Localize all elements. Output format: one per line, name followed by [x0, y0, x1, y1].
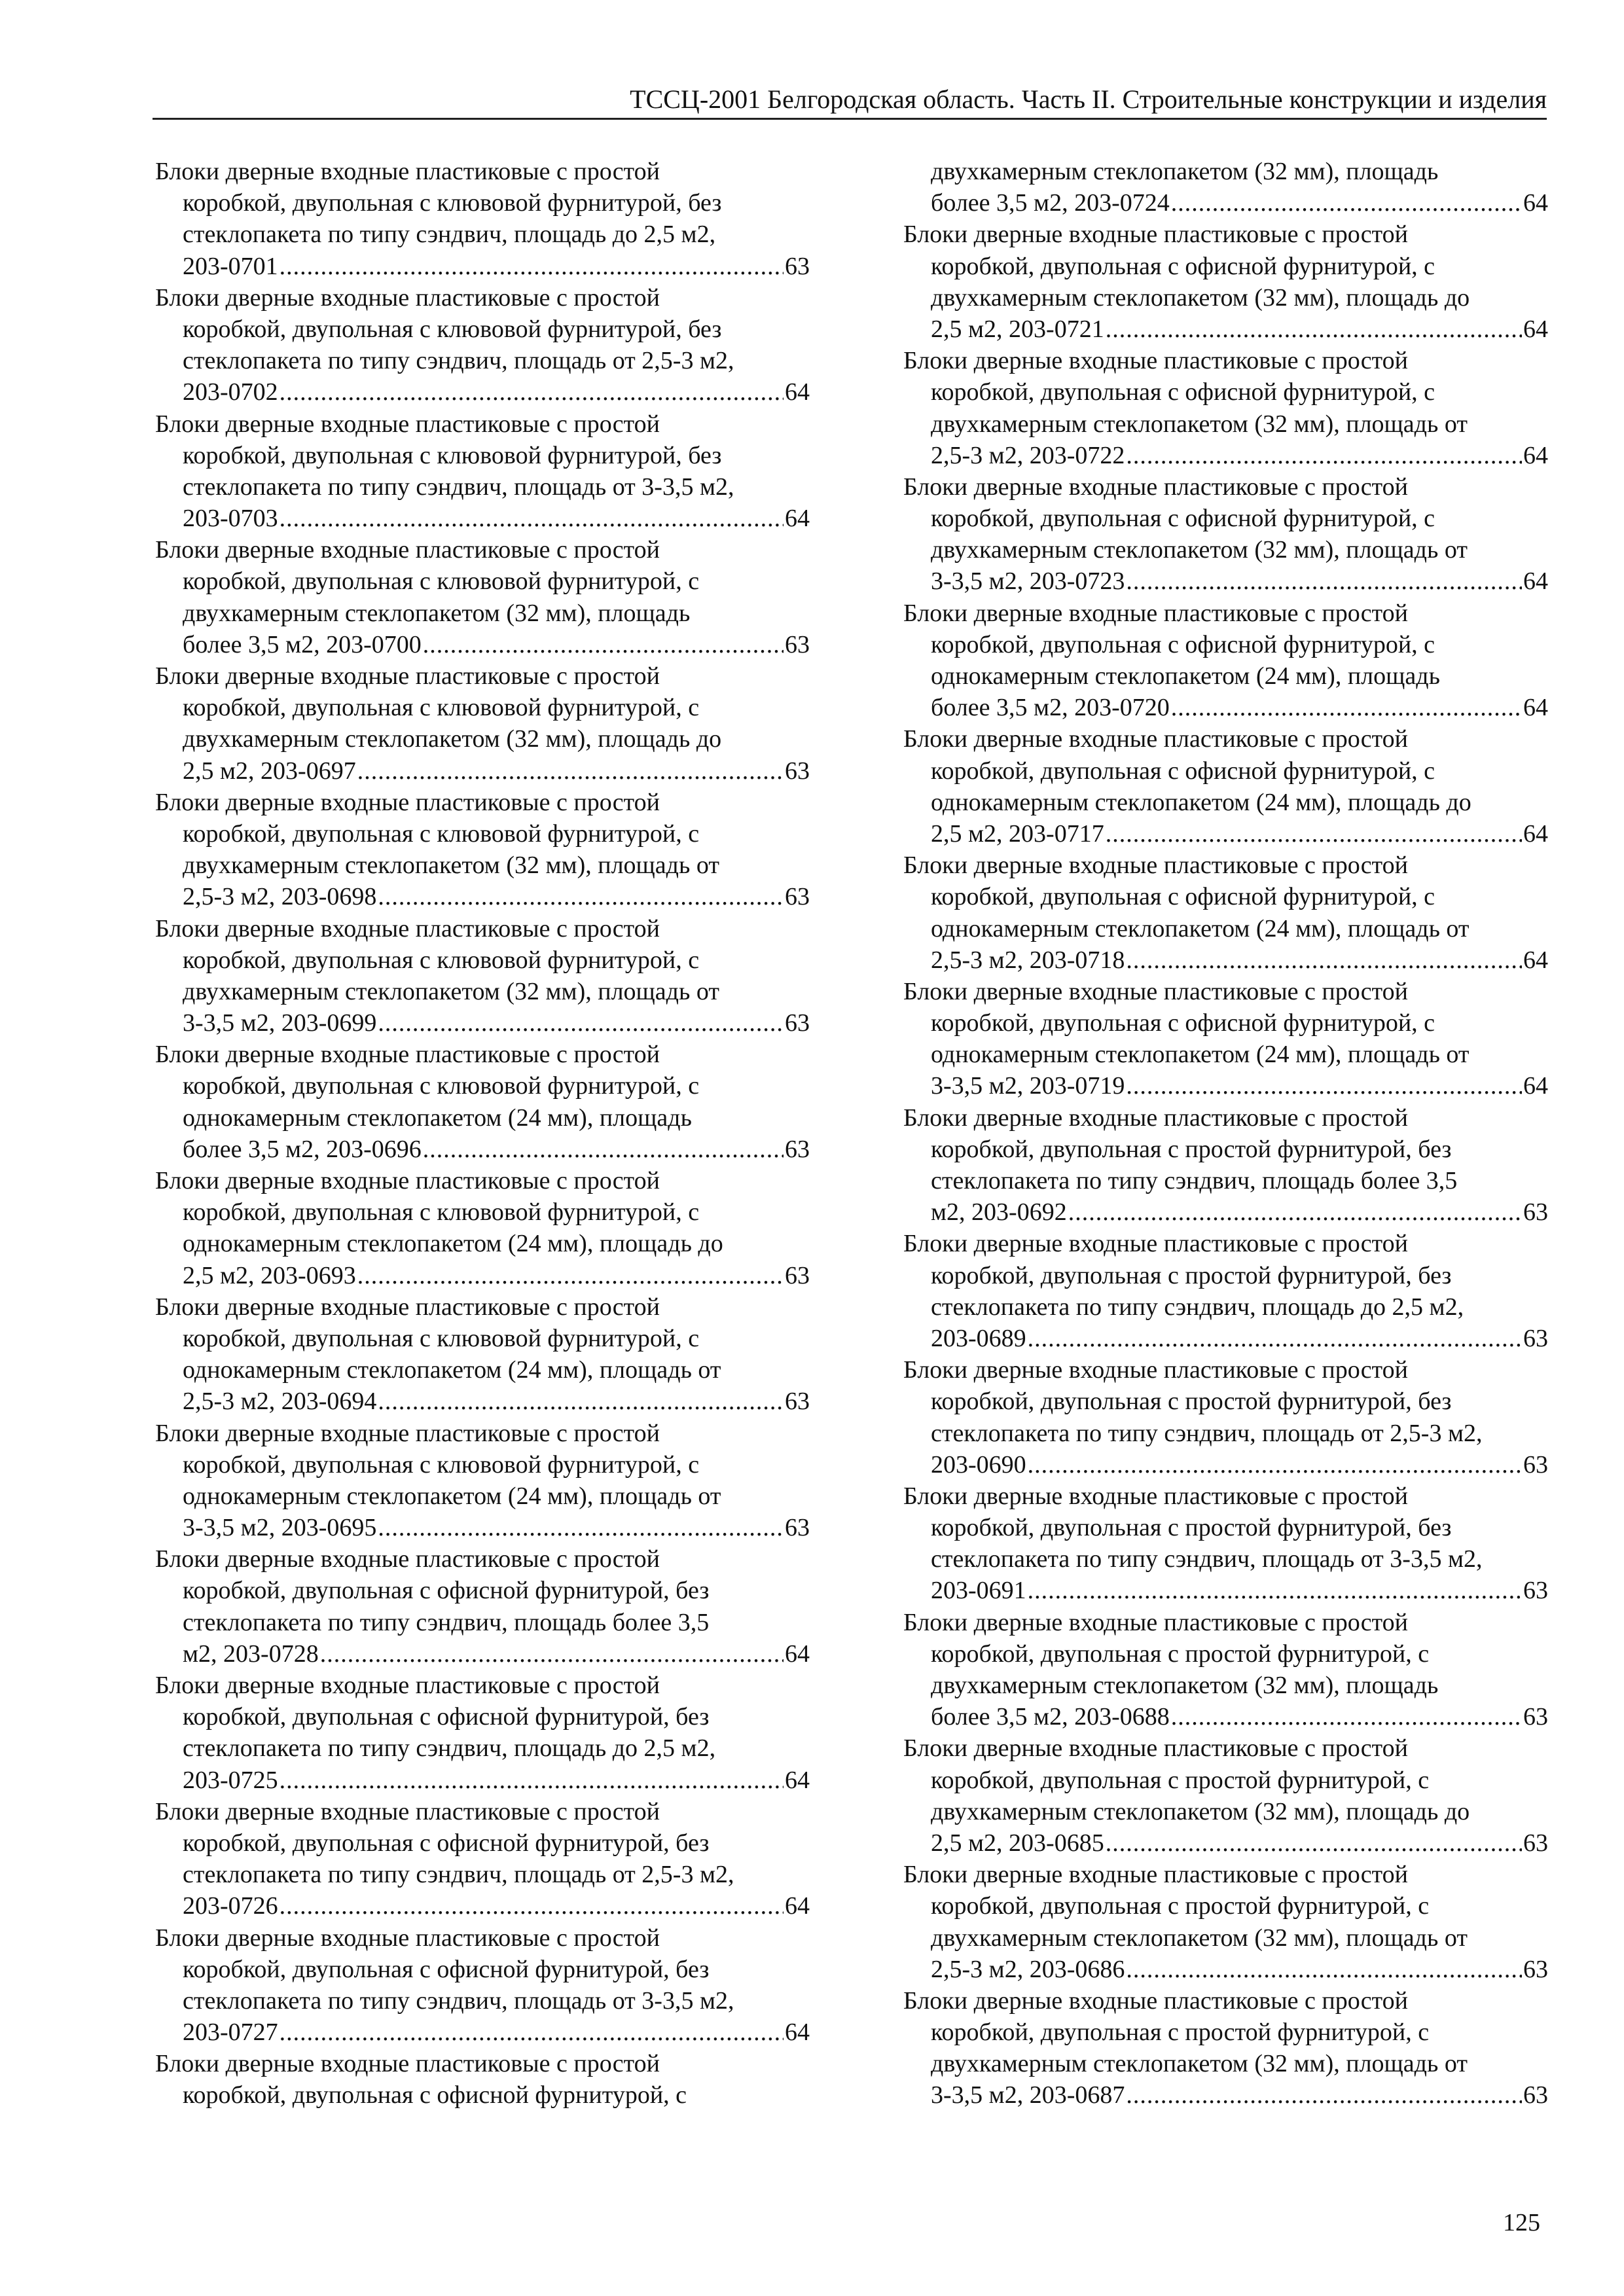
entry-text: 3-3,5 м2, 203-0719 — [931, 1072, 1125, 1100]
dot-leader — [378, 1386, 784, 1417]
entry-text: 203-0703 — [183, 505, 278, 533]
index-column-right — [903, 156, 1548, 2111]
entry-page-ref: 64 — [1523, 946, 1548, 974]
dot-leader — [280, 251, 784, 282]
entry-text: коробкой, двупольная с клювовой фурнитурой, с — [183, 1198, 700, 1227]
entry-text: коробкой, двупольная с простой фурнитурой, с — [931, 1640, 1430, 1668]
entry-page-ref: 63 — [1523, 1450, 1548, 1479]
entry-text: Блоки дверные входные пластиковые с простой — [155, 1545, 660, 1573]
entry-leader-line — [903, 2079, 1548, 2111]
entry-page-ref: 63 — [1523, 1829, 1548, 1857]
entry-text: Блоки дверные входные пластиковые с простой — [155, 914, 660, 942]
entry-text: двухкамерным стеклопакетом (32 мм), площадь до — [931, 1797, 1470, 1825]
dot-leader — [1171, 692, 1522, 723]
entry-leader-line — [903, 440, 1548, 471]
dot-leader — [280, 1890, 784, 1922]
entry-text: 2,5-3 м2, 203-0718 — [931, 946, 1125, 974]
entry-text: двухкамерным стеклопакетом (32 мм), площадь от — [931, 410, 1468, 438]
entry-page-ref: 63 — [1523, 1324, 1548, 1352]
entry-page-ref: 64 — [785, 1640, 810, 1668]
entry-leader-line — [903, 1827, 1548, 1859]
entry-text: коробкой, двупольная с офисной фурнитурой, с — [931, 252, 1435, 280]
entry-leader-line — [155, 881, 810, 912]
entry-leader-line — [903, 1196, 1548, 1228]
entry-text: стеклопакета по типу сэндвич, площадь от 3-3,5 м2, — [931, 1545, 1483, 1573]
index-entry — [903, 345, 1548, 471]
dot-leader — [1028, 1575, 1522, 1606]
entry-text: коробкой, двупольная с офисной фурнитурой, без — [183, 1703, 710, 1731]
entry-text: коробкой, двупольная с клювовой фурнитурой, с — [183, 1072, 700, 1100]
index-entry — [155, 1543, 810, 1670]
entry-leader-line — [903, 1701, 1548, 1732]
entry-text: однокамерным стеклопакетом (24 мм), площадь — [931, 662, 1440, 690]
entry-page-ref: 63 — [1523, 1198, 1548, 1227]
entry-text: стеклопакета по типу сэндвич, площадь от 3-3,5 м2, — [183, 473, 734, 501]
entry-leader-line — [155, 251, 810, 282]
entry-text: Блоки дверные входные пластиковые с простой — [903, 1986, 1409, 2015]
entry-text: двухкамерным стеклопакетом (32 мм), площадь от — [183, 852, 719, 880]
index-entry — [155, 787, 810, 913]
entry-text: Блоки дверные входные пластиковые с простой — [155, 1419, 660, 1447]
entry-text: 203-0701 — [183, 252, 278, 280]
entry-leader-line — [155, 1260, 810, 1291]
entry-text: Блоки дверные входные пластиковые с простой — [903, 1482, 1409, 1510]
entry-text: 203-0725 — [183, 1766, 278, 1794]
entry-page-ref: 63 — [1523, 2081, 1548, 2109]
entry-text: Блоки дверные входные пластиковые с простой — [903, 599, 1409, 627]
entry-text: 2,5 м2, 203-0685 — [931, 1829, 1104, 1857]
entry-text: однокамерным стеклопакетом (24 мм), площадь от — [183, 1356, 721, 1384]
entry-text: Блоки дверные входные пластиковые с простой — [155, 1167, 660, 1194]
entry-text: стеклопакета по типу сэндвич, площадь более 3,5 — [183, 1608, 710, 1636]
index-entry — [903, 1102, 1548, 1229]
entry-text: стеклопакета по типу сэндвич, площадь до 2,5 м2, — [931, 1293, 1464, 1321]
dot-leader — [280, 1765, 784, 1796]
entry-leader-line — [155, 1134, 810, 1165]
dot-leader — [1068, 1196, 1522, 1228]
entry-page-ref: 64 — [1523, 189, 1548, 217]
entry-text: стеклопакета по типу сэндвич, площадь от 3-3,5 м2, — [183, 1986, 734, 2015]
index-entry — [903, 471, 1548, 598]
entry-text: 3-3,5 м2, 203-0687 — [931, 2081, 1125, 2109]
entry-page-ref: 63 — [1523, 1703, 1548, 1731]
entry-page-ref: 64 — [785, 505, 810, 533]
index-entry — [155, 660, 810, 787]
entry-text: двухкамерным стеклопакетом (32 мм), площадь от — [931, 2050, 1468, 2078]
entry-leader-line — [903, 692, 1548, 723]
entry-text: стеклопакета по типу сэндвич, площадь до 2,5 м2, — [183, 1734, 716, 1763]
entry-text: коробкой, двупольная с простой фурнитурой, без — [931, 1135, 1452, 1163]
entry-text: 3-3,5 м2, 203-0695 — [183, 1514, 377, 1542]
entry-text: однокамерным стеклопакетом (24 мм), площадь — [183, 1103, 692, 1132]
entry-leader-line — [155, 755, 810, 787]
entry-text: Блоки дверные входные пластиковые с простой — [155, 1924, 660, 1952]
dot-leader — [1171, 187, 1522, 219]
entry-text: коробкой, двупольная с клювовой фурнитурой, с — [183, 946, 700, 974]
entry-text: более 3,5 м2, 203-0720 — [931, 694, 1170, 722]
entry-text: коробкой, двупольная с клювовой фурнитурой, с — [183, 1450, 700, 1479]
dot-leader — [320, 1638, 784, 1670]
index-entry — [903, 1354, 1548, 1480]
entry-leader-line — [155, 1007, 810, 1039]
dot-leader — [280, 376, 784, 408]
entry-text: коробкой, двупольная с клювовой фурнитурой, без — [183, 315, 722, 343]
entry-text: Блоки дверные входные пластиковые с простой — [155, 1797, 660, 1825]
dot-leader — [1126, 1070, 1522, 1102]
entry-text: Блоки дверные входные пластиковые с простой — [155, 1041, 660, 1069]
index-entry — [903, 976, 1548, 1102]
entry-text: Блоки дверные входные пластиковые с простой — [903, 725, 1409, 753]
entry-text: коробкой, двупольная с клювовой фурнитурой, с — [183, 567, 700, 596]
entry-text: однокамерным стеклопакетом (24 мм), площадь от — [931, 1041, 1470, 1069]
index-entry — [903, 1480, 1548, 1607]
entry-leader-line — [903, 1954, 1548, 1985]
entry-text: коробкой, двупольная с офисной фурнитурой, с — [931, 630, 1435, 658]
entry-text: коробкой, двупольная с клювовой фурнитурой, с — [183, 819, 700, 848]
entry-leader-line — [903, 944, 1548, 976]
dot-leader — [357, 755, 784, 787]
entry-text: 2,5-3 м2, 203-0698 — [183, 883, 377, 911]
entry-text: двухкамерным стеклопакетом (32 мм), площадь от — [931, 1924, 1468, 1952]
entry-text: однокамерным стеклопакетом (24 мм), площадь до — [183, 1230, 723, 1258]
entry-text: 2,5 м2, 203-0717 — [931, 819, 1104, 848]
entry-page-ref: 63 — [1523, 1955, 1548, 1983]
entry-text: 203-0702 — [183, 378, 278, 406]
entry-text: 2,5 м2, 203-0697 — [183, 757, 356, 785]
entry-text: коробкой, двупольная с простой фурнитурой, без — [931, 1388, 1452, 1416]
entry-text: коробкой, двупольная с офисной фурнитурой, без — [183, 1955, 710, 1983]
index-entry — [903, 156, 1548, 219]
dot-leader — [1126, 565, 1522, 597]
dot-leader — [1126, 944, 1522, 976]
page-number: 125 — [1503, 2209, 1540, 2236]
entry-leader-line — [903, 818, 1548, 850]
entry-leader-line — [155, 1638, 810, 1670]
entry-text: Блоки дверные входные пластиковые с простой — [155, 788, 660, 816]
dot-leader — [1171, 1701, 1522, 1732]
index-entry — [903, 1732, 1548, 1859]
dot-leader — [1126, 1954, 1522, 1985]
entry-text: коробкой, двупольная с клювовой фурнитурой, с — [183, 1324, 700, 1352]
entry-text: коробкой, двупольная с офисной фурнитурой, с — [931, 378, 1435, 406]
entry-text: стеклопакета по типу сэндвич, площадь от 2,5-3 м2, — [183, 347, 734, 375]
entry-page-ref: 64 — [1523, 441, 1548, 469]
entry-text: Блоки дверные входные пластиковые с простой — [903, 221, 1409, 249]
entry-page-ref: 64 — [1523, 1072, 1548, 1100]
entry-text: 3-3,5 м2, 203-0699 — [183, 1009, 377, 1037]
index-entry — [155, 534, 810, 660]
entry-text: Блоки дверные входные пластиковые с простой — [903, 347, 1409, 375]
entry-text: Блоки дверные входные пластиковые с простой — [903, 977, 1409, 1005]
entry-page-ref: 63 — [785, 252, 810, 280]
dot-leader — [423, 629, 784, 660]
dot-leader — [1106, 1827, 1522, 1859]
entry-page-ref: 63 — [785, 1261, 810, 1289]
entry-leader-line — [903, 565, 1548, 597]
entry-page-ref: 63 — [785, 883, 810, 911]
entry-text: двухкамерным стеклопакетом (32 мм), площадь от — [183, 977, 719, 1005]
entry-text: Блоки дверные входные пластиковые с простой — [155, 1672, 660, 1699]
entry-text: стеклопакета по типу сэндвич, площадь более 3,5 — [931, 1167, 1458, 1194]
entry-text: Блоки дверные входные пластиковые с простой — [155, 536, 660, 564]
entry-text: коробкой, двупольная с офисной фурнитурой, с — [183, 2081, 687, 2109]
entry-text: м2, 203-0728 — [183, 1640, 319, 1668]
entry-text: более 3,5 м2, 203-0688 — [931, 1703, 1170, 1731]
entry-text: коробкой, двупольная с офисной фурнитурой, с — [931, 757, 1435, 785]
entry-leader-line — [155, 1890, 810, 1922]
entry-text: двухкамерным стеклопакетом (32 мм), площадь от — [931, 536, 1468, 564]
entry-text: Блоки дверные входные пластиковые с простой — [903, 1356, 1409, 1384]
entry-text: 2,5-3 м2, 203-0686 — [931, 1955, 1125, 1983]
entry-leader-line — [903, 1070, 1548, 1102]
dot-leader — [1126, 2079, 1522, 2111]
entry-text: двухкамерным стеклопакетом (32 мм), площадь до — [931, 283, 1470, 312]
entry-text: Блоки дверные входные пластиковые с простой — [155, 662, 660, 690]
entry-page-ref: 64 — [785, 1892, 810, 1920]
entry-text: 2,5-3 м2, 203-0722 — [931, 441, 1125, 469]
entry-text: более 3,5 м2, 203-0696 — [183, 1135, 422, 1163]
entry-text: Блоки дверные входные пластиковые с простой — [903, 1230, 1409, 1258]
entry-text: Блоки дверные входные пластиковые с простой — [155, 1293, 660, 1321]
entry-page-ref: 64 — [785, 2018, 810, 2047]
dot-leader — [378, 1512, 784, 1543]
entry-text: коробкой, двупольная с офисной фурнитурой, без — [183, 1577, 710, 1605]
entry-leader-line — [155, 629, 810, 660]
index-entry — [155, 913, 810, 1039]
entry-leader-line — [155, 1765, 810, 1796]
entry-text: 203-0690 — [931, 1450, 1026, 1479]
entry-page-ref: 63 — [785, 1388, 810, 1416]
entry-page-ref: 64 — [1523, 567, 1548, 596]
entry-text: 203-0727 — [183, 2018, 278, 2047]
entry-text: коробкой, двупольная с клювовой фурнитурой, без — [183, 189, 722, 217]
entry-text: Блоки дверные входные пластиковые с простой — [155, 2050, 660, 2078]
index-column-left — [155, 156, 810, 2111]
entry-page-ref: 63 — [785, 757, 810, 785]
entry-page-ref: 63 — [785, 1135, 810, 1163]
entry-page-ref: 64 — [785, 378, 810, 406]
entry-text: Блоки дверные входные пластиковые с простой — [903, 473, 1409, 501]
entry-text: 203-0726 — [183, 1892, 278, 1920]
entry-leader-line — [903, 314, 1548, 345]
dot-leader — [378, 881, 784, 912]
index-entry — [155, 2048, 810, 2111]
entry-text: коробкой, двупольная с простой фурнитурой, с — [931, 1766, 1430, 1794]
entry-text: более 3,5 м2, 203-0724 — [931, 189, 1170, 217]
entry-leader-line — [155, 1512, 810, 1543]
index-entry — [903, 1859, 1548, 1985]
entry-text: Блоки дверные входные пластиковые с простой — [903, 1861, 1409, 1889]
entry-text: однокамерным стеклопакетом (24 мм), площадь до — [931, 788, 1471, 816]
entry-page-ref: 64 — [1523, 819, 1548, 848]
entry-text: двухкамерным стеклопакетом (32 мм), площадь до — [183, 725, 722, 753]
entry-page-ref: 63 — [785, 1514, 810, 1542]
entry-text: 2,5-3 м2, 203-0694 — [183, 1388, 377, 1416]
entry-text: двухкамерным стеклопакетом (32 мм), площадь — [931, 1672, 1439, 1699]
entry-text: двухкамерным стеклопакетом (32 мм), площадь — [931, 158, 1439, 185]
entry-text: коробкой, двупольная с простой фурнитурой, без — [931, 1514, 1452, 1542]
index-entry — [155, 1039, 810, 1165]
index-entry — [903, 598, 1548, 724]
dot-leader — [1028, 1449, 1522, 1480]
entry-page-ref: 63 — [785, 1009, 810, 1037]
entry-text: коробкой, двупольная с клювовой фурнитурой, с — [183, 694, 700, 722]
header-title: ТССЦ-2001 Белгородская область. Часть II. Строительные конструкции и изделия — [630, 84, 1547, 114]
index-entry — [155, 1165, 810, 1291]
entry-text: Блоки дверные входные пластиковые с простой — [155, 283, 660, 312]
entry-text: 203-0689 — [931, 1324, 1026, 1352]
index-entry — [903, 723, 1548, 850]
entry-leader-line — [155, 376, 810, 408]
index-entry — [155, 1796, 810, 1922]
index-entry — [155, 1670, 810, 1796]
entry-text: коробкой, двупольная с офисной фурнитурой, без — [183, 1829, 710, 1857]
entry-page-ref: 64 — [1523, 315, 1548, 343]
entry-text: Блоки дверные входные пластиковые с простой — [155, 410, 660, 438]
entry-text: стеклопакета по типу сэндвич, площадь до 2,5 м2, — [183, 221, 716, 249]
entry-text: стеклопакета по типу сэндвич, площадь от 2,5-3 м2, — [931, 1419, 1483, 1447]
dot-leader — [280, 2017, 784, 2048]
entry-text: 203-0691 — [931, 1577, 1026, 1605]
dot-leader — [1106, 818, 1522, 850]
index-entry — [155, 1418, 810, 1544]
dot-leader — [1126, 440, 1522, 471]
entry-text: Блоки дверные входные пластиковые с простой — [155, 158, 660, 185]
entry-leader-line — [903, 187, 1548, 219]
entry-text: коробкой, двупольная с офисной фурнитурой, с — [931, 883, 1435, 911]
dot-leader — [357, 1260, 784, 1291]
entry-page-ref: 63 — [1523, 1577, 1548, 1605]
entry-leader-line — [903, 1575, 1548, 1606]
index-entry — [155, 1922, 810, 2049]
dot-leader — [1106, 314, 1522, 345]
entry-text: 2,5 м2, 203-0721 — [931, 315, 1104, 343]
entry-text: двухкамерным стеклопакетом (32 мм), площадь — [183, 599, 691, 627]
dot-leader — [378, 1007, 784, 1039]
entry-text: коробкой, двупольная с клювовой фурнитурой, без — [183, 441, 722, 469]
index-entry — [155, 282, 810, 408]
entry-text: коробкой, двупольная с простой фурнитурой, с — [931, 1892, 1430, 1920]
index-entry — [155, 1291, 810, 1418]
entry-text: более 3,5 м2, 203-0700 — [183, 630, 422, 658]
dot-leader — [423, 1134, 784, 1165]
entry-leader-line — [155, 2017, 810, 2048]
dot-leader — [1028, 1323, 1522, 1354]
index-entry — [155, 408, 810, 535]
entry-text: Блоки дверные входные пластиковые с простой — [903, 1103, 1409, 1132]
entry-text: Блоки дверные входные пластиковые с простой — [903, 1734, 1409, 1763]
dot-leader — [280, 503, 784, 534]
entry-text: м2, 203-0692 — [931, 1198, 1067, 1227]
index-entry — [903, 1607, 1548, 1733]
running-header — [153, 84, 1547, 120]
index-entry — [903, 1985, 1548, 2111]
entry-text: стеклопакета по типу сэндвич, площадь от 2,5-3 м2, — [183, 1861, 734, 1889]
entry-text: коробкой, двупольная с простой фурнитурой, без — [931, 1261, 1452, 1289]
index-entry — [903, 1228, 1548, 1354]
entry-leader-line — [155, 503, 810, 534]
entry-text: коробкой, двупольная с простой фурнитурой, с — [931, 2018, 1430, 2047]
entry-text: Блоки дверные входные пластиковые с простой — [903, 1608, 1409, 1636]
entry-text: коробкой, двупольная с офисной фурнитурой, с — [931, 505, 1435, 533]
index-entry — [903, 850, 1548, 976]
entry-leader-line — [903, 1323, 1548, 1354]
entry-page-ref: 64 — [785, 1766, 810, 1794]
entry-page-ref: 64 — [1523, 694, 1548, 722]
entry-text: однокамерным стеклопакетом (24 мм), площадь от — [931, 914, 1470, 942]
entry-text: 2,5 м2, 203-0693 — [183, 1261, 356, 1289]
index-entry — [155, 156, 810, 282]
entry-text: коробкой, двупольная с офисной фурнитурой, с — [931, 1009, 1435, 1037]
entry-leader-line — [903, 1449, 1548, 1480]
entry-text: 3-3,5 м2, 203-0723 — [931, 567, 1125, 596]
entry-text: однокамерным стеклопакетом (24 мм), площадь от — [183, 1482, 721, 1510]
entry-text: Блоки дверные входные пластиковые с простой — [903, 852, 1409, 880]
index-entry — [903, 219, 1548, 345]
entry-leader-line — [155, 1386, 810, 1417]
entry-page-ref: 63 — [785, 630, 810, 658]
